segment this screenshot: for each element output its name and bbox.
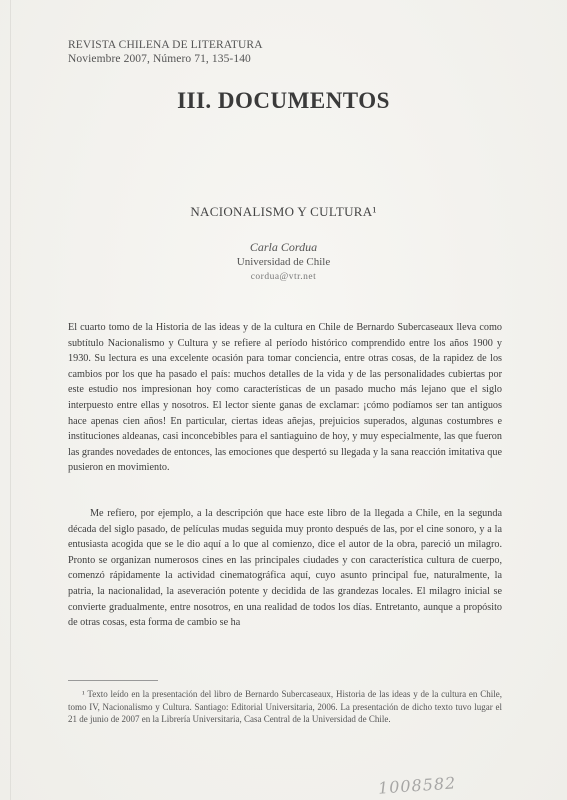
footnote-divider <box>68 680 158 681</box>
paragraph-1: El cuarto tomo de la Historia de las ideas y de la cultura en Chile de Bernardo Subercaseaux lleva como subtítulo Nacionalismo y Cultura y se refiere al período histórico comprendido entre los años 1900 y 1930. Su lectura es una excelente ocasión para tomar conciencia, entre otras cosas, de la rapidez de los cambios por los que ha pasado el país: muchos detalles de la vida y de las personalidades cubiertas por este estudio nos impresionan hoy como características de un pasado mucho más lejano que el siglo interpuesto entre ellas y nosotros. El lector siente ganas de exclamar: ¡cómo podíamos ser tan antiguos hace apenas cien años! En particular, ciertas ideas añejas, prejuicios superados, algunas costumbres e instituciones aldeanas, casi inconcebibles para el santiaguino de hoy, y muy especialmente, las que fueron las grandes novedades de entonces, las emociones que despertó su llegada y la sana reacción imitativa que pusieron en movimiento. <box>68 322 502 474</box>
footnote: ¹ Texto leído en la presentación del libro de Bernardo Subercaseaux, Historia de las ideas y de la cultura en Chile, tomo IV, Nacionalismo y Cultura. Santiago: Editorial Universitaria, 2006. La presentación de dicho texto tuvo lugar el 21 de junio de 2007 en la Librería Universitaria, Casa Central de la Universidad de Chile. <box>68 689 502 724</box>
issue-info: Noviembre 2007, Número 71, 135-140 <box>68 53 251 65</box>
author-affiliation: Universidad de Chile <box>236 256 331 268</box>
article-title: NACIONALISMO Y CULTURA¹ <box>190 204 377 219</box>
page-edge <box>10 0 11 800</box>
section-title: III. DOCUMENTOS <box>177 88 390 113</box>
paragraph-2: Me refiero, por ejemplo, a la descripción que hace este libro de la llegada a Chile, en la segunda década del siglo pasado, de películas mudas seguida muy pronto después de las, por el cine sonoro, y a la entusiasta acogida que se le dio aquí a lo que al comienzo, dice el autor de la obra, pareció un milagro. Pronto se organizan numerosos cines en las principales ciudades y con característica cultura de cuerpo, comenzó rápidamente la actividad cinematográfica aquí, cuyo asunto principal fue, naturalmente, la patria, la nacionalidad, la aseveración potente y decidida de las grandezas locales. El milagro inicial se convierte gradualmente, entre nosotros, en una realidad de todos los días. Entretanto, aunque a propósito de otras cosas, esta forma de cambio se ha <box>68 508 502 629</box>
journal-name: REVISTA CHILENA DE LITERATURA <box>68 39 263 51</box>
author-email: cordua@vtr.net <box>250 272 317 282</box>
handwritten-stamp: 1008582 <box>377 773 457 798</box>
journal-header <box>68 38 263 66</box>
author-name: Carla Cordua <box>249 240 318 254</box>
